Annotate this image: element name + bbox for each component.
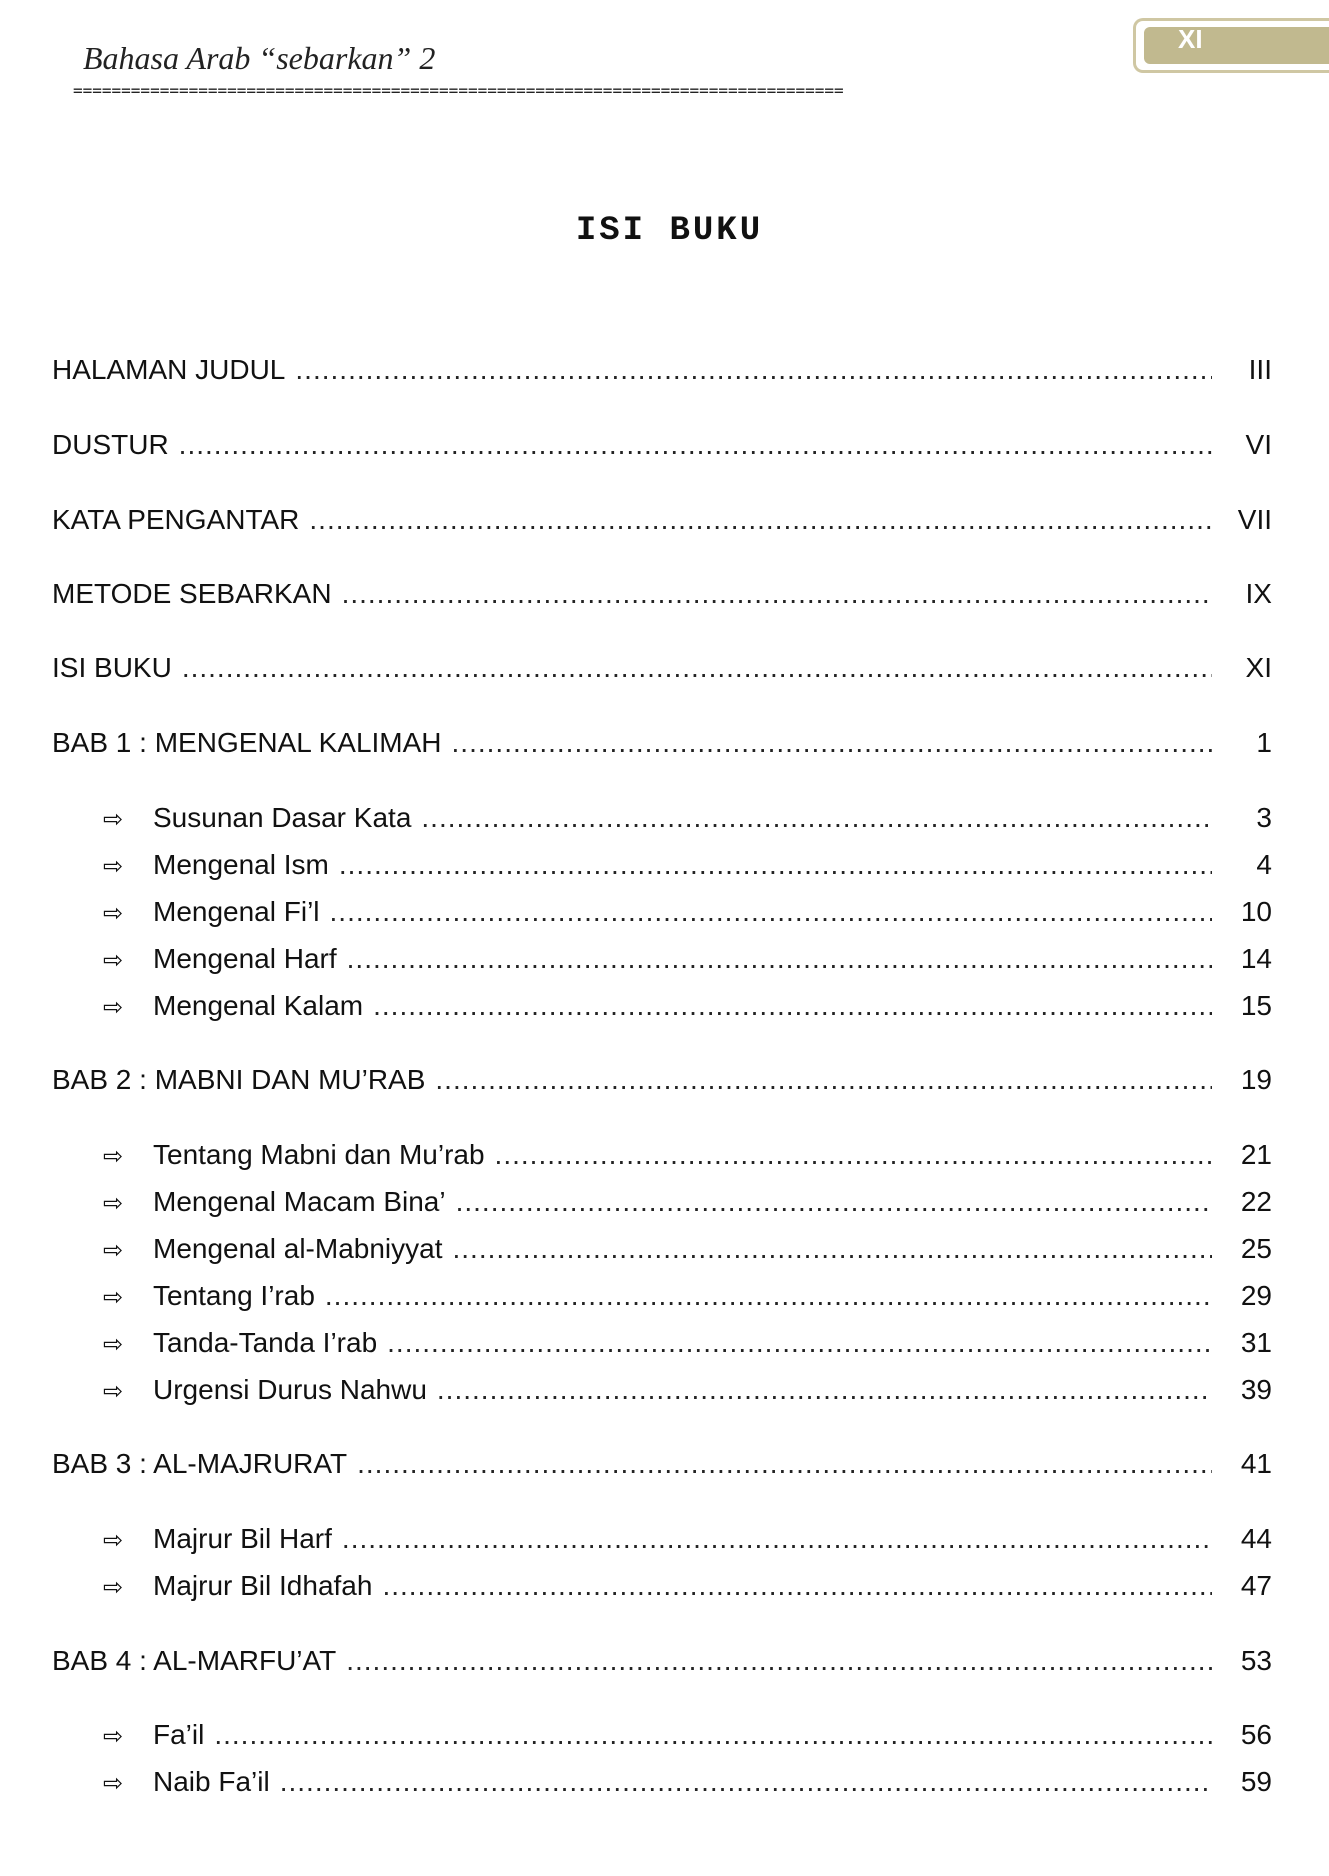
toc-entry-label: Fa’il: [153, 1719, 205, 1750]
toc-entry-label: Urgensi Durus Nahwu: [153, 1374, 427, 1405]
toc-entry-label: BAB 1 : MENGENAL KALIMAH: [52, 727, 442, 758]
toc-entry-page: VI: [1245, 429, 1272, 460]
dot-leader: [347, 939, 1212, 979]
arrow-right-icon: ⇨: [103, 1284, 124, 1311]
toc-entry-label: Mengenal Fi’l: [153, 896, 320, 927]
page-number-badge: [1133, 18, 1329, 73]
toc-entry-label: BAB 2 : MABNI DAN MU’RAB: [52, 1064, 426, 1095]
toc-entry-page: 53: [1240, 1645, 1272, 1676]
arrow-right-icon: ⇨: [103, 1331, 124, 1358]
toc-entry-label: Naib Fa’il: [153, 1766, 270, 1797]
toc-entry: [52, 350, 1272, 390]
toc-entry-page: VII: [1237, 504, 1272, 535]
toc-entry-label: ISI BUKU: [52, 652, 172, 683]
dot-leader: [214, 1715, 1212, 1755]
toc-entry-label: BAB 3 : AL-MAJRURAT: [52, 1448, 348, 1479]
dot-leader: [373, 986, 1212, 1026]
toc-subentry: [103, 1370, 1272, 1410]
dot-leader: [421, 798, 1212, 838]
arrow-right-icon: ⇨: [103, 1190, 124, 1217]
toc-title: ISI BUKU: [575, 212, 764, 250]
dot-leader: [330, 892, 1212, 932]
page-number-badge-fill: [1144, 27, 1329, 64]
toc-entry-label: Mengenal Ism: [153, 849, 329, 880]
toc-entry-page: III: [1248, 354, 1272, 385]
toc-entry-label: KATA PENGANTAR: [52, 504, 300, 535]
toc-subentry: [103, 1276, 1272, 1316]
toc-entry-page: IX: [1245, 578, 1272, 609]
toc-entry-label: Tanda-Tanda I’rab: [153, 1327, 378, 1358]
dot-leader: [280, 1762, 1212, 1802]
dot-leader: [309, 500, 1212, 540]
dot-leader: [342, 574, 1212, 614]
dot-leader: [357, 1444, 1212, 1484]
arrow-right-icon: ⇨: [103, 900, 124, 927]
toc-entry-page: 29: [1240, 1280, 1272, 1311]
toc-subentry: [103, 1182, 1272, 1222]
toc-entry-page: 25: [1240, 1233, 1272, 1264]
toc-entry-label: Mengenal Kalam: [153, 990, 364, 1021]
toc-entry-page: 44: [1240, 1523, 1272, 1554]
arrow-right-icon: ⇨: [103, 1723, 124, 1750]
toc-subentry: [103, 845, 1272, 885]
toc-entry-page: 15: [1240, 990, 1272, 1021]
toc-entry-page: 4: [1256, 849, 1272, 880]
toc-chapter: [52, 1641, 1272, 1681]
toc-subentry: [103, 798, 1272, 838]
dot-leader: [437, 1370, 1212, 1410]
arrow-right-icon: ⇨: [103, 1378, 124, 1405]
arrow-right-icon: ⇨: [103, 1574, 124, 1601]
dot-leader: [325, 1276, 1212, 1316]
toc-entry-label: Mengenal Harf: [153, 943, 337, 974]
toc-entry-page: 39: [1240, 1374, 1272, 1405]
dot-leader: [387, 1323, 1212, 1363]
toc-entry-page: 19: [1240, 1064, 1272, 1095]
toc-entry-label: Tentang I’rab: [153, 1280, 315, 1311]
toc-subentry: [103, 1229, 1272, 1269]
toc-entry-label: DUSTUR: [52, 429, 169, 460]
toc-entry-page: 56: [1240, 1719, 1272, 1750]
toc-subentry: [103, 986, 1272, 1026]
toc-entry-label: Mengenal al-Mabniyyat: [153, 1233, 443, 1264]
dot-leader: [339, 845, 1212, 885]
arrow-right-icon: ⇨: [103, 1770, 124, 1797]
toc-entry-label: Susunan Dasar Kata: [153, 802, 412, 833]
toc-entry-label: METODE SEBARKAN: [52, 578, 332, 609]
arrow-right-icon: ⇨: [103, 853, 124, 880]
toc-chapter: [52, 1444, 1272, 1484]
toc-entry-page: 31: [1240, 1327, 1272, 1358]
dot-leader: [452, 723, 1212, 763]
toc-subentry: [103, 1135, 1272, 1175]
dot-leader: [456, 1182, 1212, 1222]
toc-entry-page: 22: [1240, 1186, 1272, 1217]
arrow-right-icon: ⇨: [103, 947, 124, 974]
toc-subentry: [103, 1519, 1272, 1559]
toc-entry-page: 3: [1256, 802, 1272, 833]
arrow-right-icon: ⇨: [103, 806, 124, 833]
header-book-title: Bahasa Arab “sebarkan” 2: [83, 40, 436, 76]
dot-leader: [346, 1641, 1212, 1681]
arrow-right-icon: ⇨: [103, 1143, 124, 1170]
toc-entry-page: 21: [1240, 1139, 1272, 1170]
toc-entry: [52, 425, 1272, 465]
toc-entry: [52, 648, 1272, 688]
toc-entry-label: Majrur Bil Harf: [153, 1523, 332, 1554]
dot-leader: [182, 648, 1212, 688]
toc-entry-label: BAB 4 : AL-MARFU’AT: [52, 1645, 337, 1676]
dot-leader: [295, 350, 1212, 390]
toc-chapter: [52, 723, 1272, 763]
arrow-right-icon: ⇨: [103, 994, 124, 1021]
dot-leader: [435, 1060, 1212, 1100]
toc-subentry: [103, 1566, 1272, 1606]
toc-subentry: [103, 1715, 1272, 1755]
toc-entry-label: Tentang Mabni dan Mu’rab: [153, 1139, 485, 1170]
toc-entry-page: XI: [1245, 652, 1272, 683]
toc-subentry: [103, 892, 1272, 932]
page-number: XI: [1178, 24, 1203, 54]
toc-entry-label: Mengenal Macam Bina’: [153, 1186, 446, 1217]
dot-leader: [179, 425, 1212, 465]
toc-entry-label: HALAMAN JUDUL: [52, 354, 286, 385]
toc-subentry: [103, 939, 1272, 979]
dot-leader: [495, 1135, 1212, 1175]
toc-chapter: [52, 1060, 1272, 1100]
toc-entry-page: 59: [1240, 1766, 1272, 1797]
header-rule: ================================================================================: [73, 84, 844, 98]
dot-leader: [342, 1519, 1212, 1559]
toc-subentry: [103, 1323, 1272, 1363]
toc-entry-page: 41: [1240, 1448, 1272, 1479]
toc-entry-label: Majrur Bil Idhafah: [153, 1570, 373, 1601]
toc-subentry: [103, 1762, 1272, 1802]
arrow-right-icon: ⇨: [103, 1527, 124, 1554]
toc-entry-page: 10: [1240, 896, 1272, 927]
dot-leader: [382, 1566, 1212, 1606]
toc-entry: [52, 574, 1272, 614]
toc-entry: [52, 500, 1272, 540]
toc-entry-page: 1: [1256, 727, 1272, 758]
arrow-right-icon: ⇨: [103, 1237, 124, 1264]
toc-entry-page: 47: [1240, 1570, 1272, 1601]
toc-entry-page: 14: [1240, 943, 1272, 974]
dot-leader: [453, 1229, 1213, 1269]
